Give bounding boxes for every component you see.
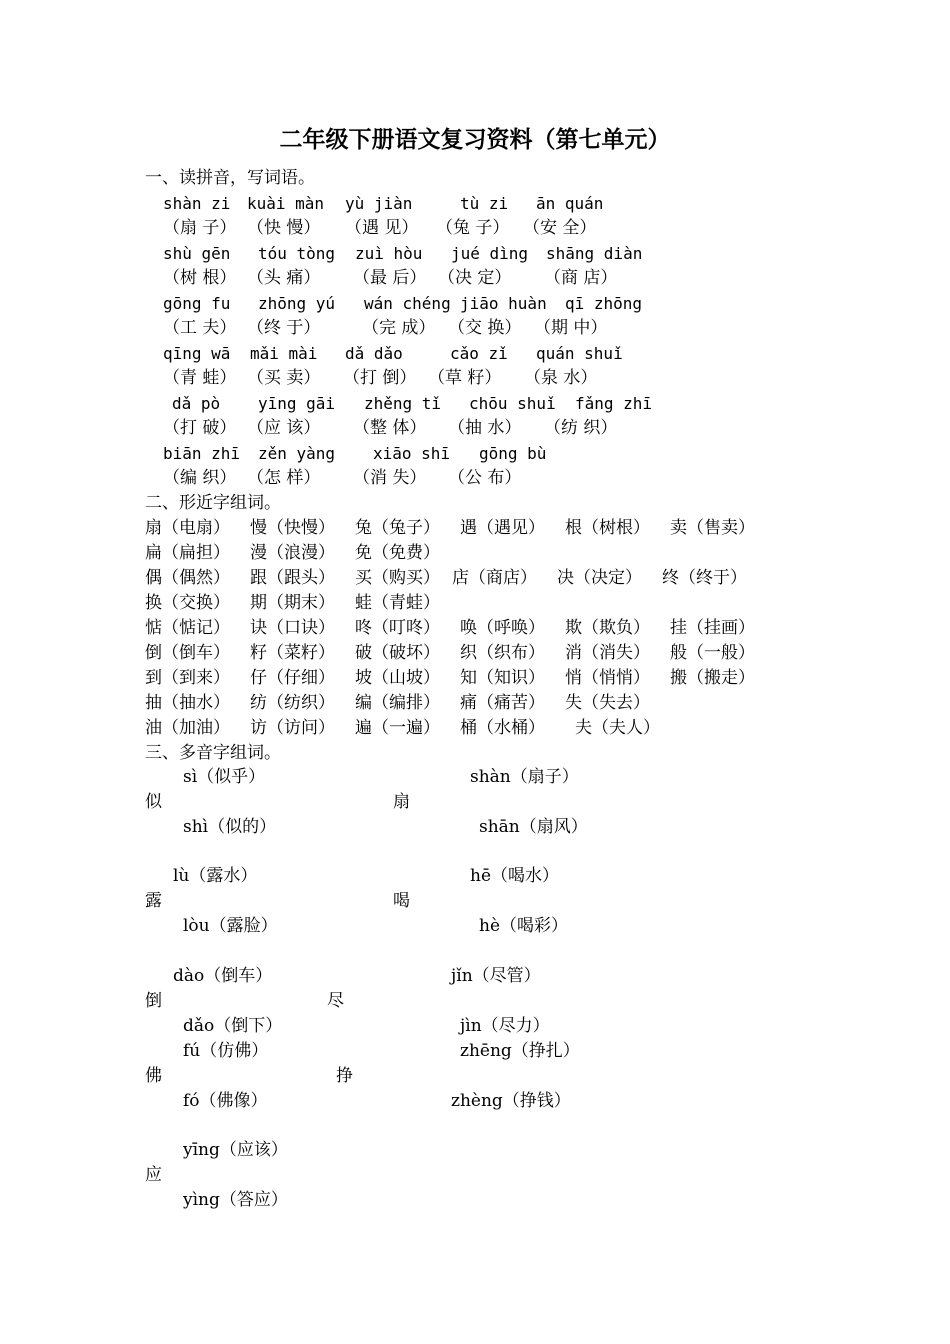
similar-char-word: 换（交换） (145, 593, 230, 613)
word: （头 痛） (247, 268, 321, 288)
word: （纺 织） (544, 418, 618, 438)
similar-char-word: 慢（快慢） (250, 518, 335, 538)
pinyin: zhěng tǐ (364, 394, 442, 413)
similar-char-word: 兔（兔子） (355, 518, 440, 538)
word: （完 成） (362, 318, 436, 338)
page-title: 二年级下册语文复习资料（第七单元） (279, 126, 671, 153)
polyphone-char: 扇 (393, 792, 410, 812)
similar-char-word: 纺（纺织） (250, 693, 335, 713)
word: （草 籽） (428, 368, 502, 388)
pinyin: gōng fu (163, 294, 231, 313)
polyphone-char: 挣 (336, 1066, 353, 1086)
polyphone-char: 倒 (145, 991, 162, 1011)
pinyin: shāng diàn (546, 244, 643, 263)
word: （泉 水） (524, 368, 598, 388)
similar-char-word: 到（到来） (145, 668, 230, 688)
similar-char-word: 漫（浪漫） (250, 543, 335, 563)
pinyin: jiāo huàn (460, 294, 547, 313)
similar-char-word: 欺（欺负） (565, 618, 650, 638)
word: （整 体） (353, 418, 427, 438)
similar-char-word: 咚（叮咚） (355, 618, 440, 638)
pinyin: tù zi (460, 194, 509, 213)
word: （抽 水） (448, 418, 522, 438)
reading-1: shàn（扇子） (470, 767, 579, 787)
similar-char-word: 抽（抽水） (145, 693, 230, 713)
reading-1: dào（倒车） (173, 966, 273, 986)
word: （打 破） (163, 418, 237, 438)
word: （应 该） (247, 418, 321, 438)
similar-char-word: 访（访问） (250, 718, 335, 738)
pinyin: zěn yàng (258, 444, 336, 463)
pinyin: yīng gāi (258, 394, 336, 413)
word: （扇 子） (163, 218, 237, 238)
pinyin: gōng bù (479, 444, 547, 463)
similar-char-word: 消（消失） (565, 643, 650, 663)
similar-char-word: 跟（跟头） (250, 568, 335, 588)
similar-char-word: 破（破坏） (355, 643, 440, 663)
reading-2: shān（扇风） (479, 817, 588, 837)
similar-char-word: 决（决定） (557, 568, 642, 588)
similar-char-word: 惦（惦记） (145, 618, 230, 638)
polyphone-char: 尽 (327, 991, 344, 1011)
similar-char-word: 店（商店） (452, 568, 537, 588)
pinyin: yù jiàn (345, 194, 413, 213)
pinyin: qīng wā (163, 344, 231, 363)
word: （遇 见） (345, 218, 419, 238)
word: （最 后） (353, 268, 427, 288)
pinyin: tóu tòng (258, 244, 336, 263)
word: （终 于） (247, 318, 321, 338)
similar-char-word: 织（织布） (460, 643, 545, 663)
word: （工 夫） (163, 318, 237, 338)
reading-2: lòu（露脸） (183, 916, 278, 936)
similar-char-word: 免（免费） (355, 543, 440, 563)
similar-char-word: 悄（悄悄） (565, 668, 650, 688)
pinyin: fǎng zhī (575, 394, 653, 413)
word: （交 换） (448, 318, 522, 338)
similar-char-word: 买（购买） (355, 568, 440, 588)
reading-2: shì（似的） (183, 817, 277, 837)
pinyin: shàn zi (163, 194, 231, 213)
similar-char-word: 扇（电扇） (145, 518, 230, 538)
polyphone-char: 佛 (145, 1066, 162, 1086)
reading-1: fú（仿佛） (183, 1041, 269, 1061)
reading-1: zhēng（挣扎） (460, 1041, 580, 1061)
pinyin: quán shuǐ (536, 344, 623, 363)
polyphone-char: 喝 (393, 891, 410, 911)
word: （买 卖） (247, 368, 321, 388)
similar-char-word: 遍（一遍） (355, 718, 440, 738)
similar-char-word: 偶（偶然） (145, 568, 230, 588)
similar-char-word: 夫（夫人） (575, 718, 660, 738)
similar-char-word: 痛（痛苦） (460, 693, 545, 713)
reading-1: yīng（应该） (183, 1140, 288, 1160)
pinyin: jué dìng (451, 244, 529, 263)
word: （青 蛙） (163, 368, 237, 388)
similar-char-word: 扁（扁担） (145, 543, 230, 563)
reading-2: fó（佛像） (183, 1091, 268, 1111)
pinyin: mǎi mài (250, 344, 318, 363)
polyphone-char: 露 (145, 891, 162, 911)
reading-1: jǐn（尽管） (451, 966, 541, 986)
similar-char-word: 遇（遇见） (460, 518, 545, 538)
word: （打 倒） (343, 368, 417, 388)
reading-2: jìn（尽力） (460, 1016, 550, 1036)
pinyin: wán chéng (364, 294, 451, 313)
word: （期 中） (534, 318, 608, 338)
similar-char-word: 卖（售卖） (670, 518, 755, 538)
pinyin: ān quán (536, 194, 604, 213)
reading-2: dǎo（倒下） (183, 1016, 283, 1036)
word: （快 慢） (247, 218, 321, 238)
word: （消 失） (353, 468, 427, 488)
similar-char-word: 仔（仔细） (250, 668, 335, 688)
similar-char-word: 油（加油） (145, 718, 230, 738)
word: （树 根） (163, 268, 237, 288)
word: （怎 样） (247, 468, 321, 488)
word: （兔 子） (436, 218, 510, 238)
section-3-heading: 三、多音字组词。 (145, 743, 281, 763)
pinyin: dǎ dǎo (345, 344, 403, 363)
similar-char-word: 挂（挂画） (670, 618, 755, 638)
polyphone-char: 应 (145, 1165, 162, 1185)
section-2-heading: 二、形近字组词。 (145, 493, 281, 513)
pinyin: xiāo shī (373, 444, 451, 463)
similar-char-word: 诀（口诀） (250, 618, 335, 638)
reading-1: sì（似乎） (183, 767, 266, 787)
pinyin: chōu shuǐ (469, 394, 556, 413)
similar-char-word: 籽（菜籽） (250, 643, 335, 663)
polyphone-char: 似 (145, 792, 162, 812)
similar-char-word: 根（树根） (565, 518, 650, 538)
pinyin: shù gēn (163, 244, 231, 263)
pinyin: cǎo zǐ (450, 344, 508, 363)
reading-2: yìng（答应） (183, 1190, 288, 1210)
similar-char-word: 编（编排） (355, 693, 440, 713)
similar-char-word: 期（期末） (250, 593, 335, 613)
similar-char-word: 终（终于） (662, 568, 747, 588)
section-1-heading: 一、读拼音，写词语。 (145, 168, 315, 188)
pinyin: dǎ pò (172, 394, 221, 413)
pinyin: zhōng yú (258, 294, 336, 313)
reading-2: hè（喝彩） (479, 916, 569, 936)
pinyin: qī zhōng (565, 294, 643, 313)
similar-char-word: 坡（山坡） (355, 668, 440, 688)
word: （商 店） (544, 268, 618, 288)
similar-char-word: 般（一般） (670, 643, 755, 663)
similar-char-word: 倒（倒车） (145, 643, 230, 663)
similar-char-word: 唤（呼唤） (460, 618, 545, 638)
reading-1: lù（露水） (173, 866, 258, 886)
pinyin: zuì hòu (355, 244, 423, 263)
word: （决 定） (438, 268, 512, 288)
word: （编 织） (163, 468, 237, 488)
similar-char-word: 蛙（青蛙） (355, 593, 440, 613)
pinyin: biān zhī (163, 444, 241, 463)
similar-char-word: 失（失去） (565, 693, 650, 713)
word: （公 布） (448, 468, 522, 488)
similar-char-word: 桶（水桶） (460, 718, 545, 738)
reading-1: hē（喝水） (470, 866, 560, 886)
pinyin: kuài màn (247, 194, 325, 213)
reading-2: zhèng（挣钱） (451, 1091, 571, 1111)
similar-char-word: 知（知识） (460, 668, 545, 688)
word: （安 全） (523, 218, 597, 238)
similar-char-word: 搬（搬走） (670, 668, 755, 688)
